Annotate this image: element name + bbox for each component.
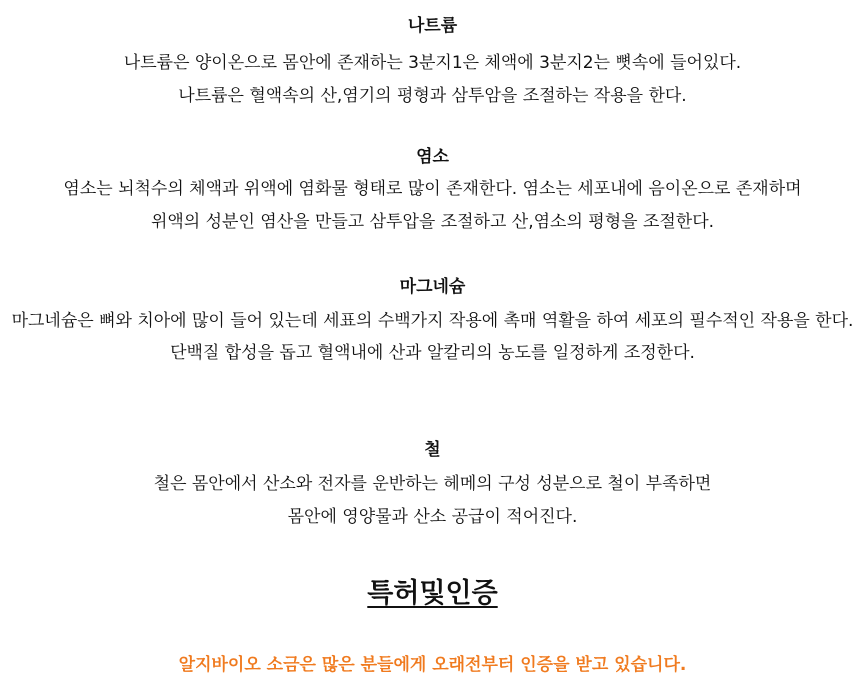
certification-subtitle: 알지바이오 소금은 많은 분들에게 오래전부터 인증을 받고 있습니다. <box>178 655 687 675</box>
magnesium-line-1: 마그네슘은 뼈와 치아에 많이 들어 있는데 세표의 수백가지 작용에 촉매 역활을 하여 세포의 필수적인 작용을 한다. <box>11 311 854 331</box>
certification-section <box>0 574 865 679</box>
iron-section <box>0 424 865 534</box>
iron-line-1: 철은 몸안에서 산소와 전자를 운반하는 헤메의 구성 성분으로 철이 부족하면 <box>153 474 712 494</box>
chlorine-line-2: 위액의 성분인 염산을 만들고 삼투압을 조절하고 산,염소의 평형을 조절한다. <box>150 212 715 232</box>
magnesium-line-2: 단백질 합성을 돕고 혈액내에 산과 알칼리의 농도를 일정하게 조정한다. <box>170 343 695 363</box>
iron-heading: 철 <box>424 440 441 460</box>
sodium-line-1: 나트륨은 양이온으로 몸안에 존재하는 3분지1은 체액에 3분지2는 뼛속에 들어있다. <box>123 53 742 73</box>
chlorine-heading: 염소 <box>416 147 449 167</box>
iron-line-2: 몸안에 영양물과 산소 공급이 적어진다. <box>287 507 578 527</box>
sodium-heading: 나트륨 <box>407 16 458 36</box>
magnesium-section <box>0 261 865 370</box>
chlorine-section <box>0 131 865 239</box>
sodium-section <box>0 0 865 113</box>
certification-title: 특허및인증 <box>367 578 498 609</box>
chlorine-line-1: 염소는 뇌척수의 체액과 위액에 염화물 형태로 많이 존재한다. 염소는 세포내에 음이온으로 존재하며 <box>63 179 802 199</box>
magnesium-heading: 마그네슘 <box>399 277 466 297</box>
sodium-line-2: 나트륨은 혈액속의 산,염기의 평형과 삼투암을 조절하는 작용을 한다. <box>178 86 687 106</box>
